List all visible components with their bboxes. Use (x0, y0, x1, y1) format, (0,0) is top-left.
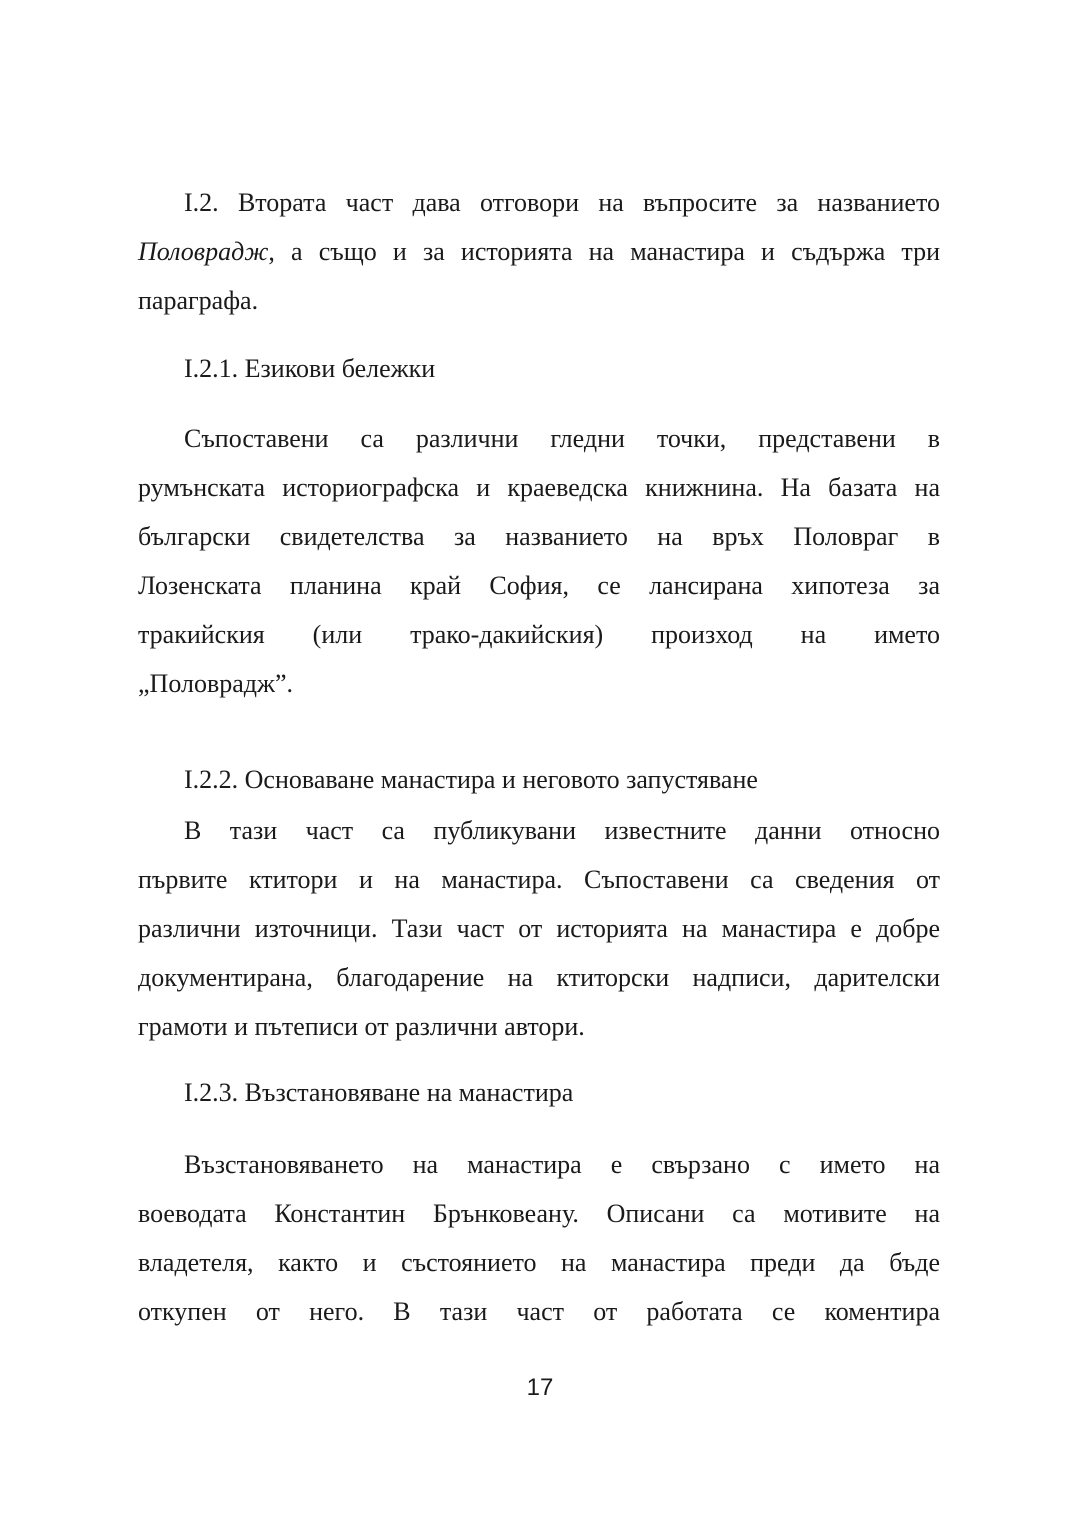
section-3-line: Възстановяването на манастира е свързано с името на (184, 1150, 940, 1179)
section-2-line: В тази част са публикувани известните данни относно (184, 816, 940, 845)
section-2-line: документирана, благодарение на ктиторски надписи, дарителски (138, 963, 940, 992)
section-3-paragraph (138, 1140, 940, 1336)
section-1-line: Съпоставени са различни гледни точки, представени в (184, 424, 940, 453)
page-number: 17 (526, 1374, 554, 1401)
intro-line-2-rest: , а също и за историята на манастира и съдържа три (268, 237, 940, 266)
intro-line-1: I.2. Втората част дава отговори на въпросите за названието (184, 188, 940, 217)
section-1-line: български свидетелства за названието на връх Половраг в (138, 522, 940, 551)
section-1-line: тракийския (или трако-дакийския) произход на името (138, 620, 940, 649)
section-3-line: владетеля, както и състоянието на манастира преди да бъде (138, 1248, 940, 1277)
section-heading-2: I.2.2. Основаване манастира и неговото запустяване (184, 765, 758, 794)
intro-italic-term: Половрадж (138, 237, 269, 266)
section-1-line: „Половрадж”. (138, 669, 293, 698)
section-2-line: първите ктитори и на манастира. Съпоставени са сведения от (138, 865, 940, 894)
intro-line-2 (138, 227, 940, 276)
section-2-paragraph (138, 806, 940, 1051)
intro-line-3: параграфа. (138, 286, 259, 315)
section-1-line: Лозенската планина край София, се лансирана хипотеза за (138, 571, 940, 600)
section-1-line: румънската историографска и краеведска книжнина. На базата на (138, 473, 940, 502)
section-3-line: откупен от него. В тази част от работата се коментира (138, 1297, 940, 1326)
section-3-line: воеводата Константин Брънковеану. Описани са мотивите на (138, 1199, 940, 1228)
section-1-paragraph (138, 414, 940, 708)
section-heading-3: I.2.3. Възстановяване на манастира (184, 1078, 574, 1107)
section-2-line: различни източници. Тази част от историята на манастира е добре (138, 914, 940, 943)
intro-paragraph (138, 178, 940, 325)
section-2-line: грамоти и пътеписи от различни автори. (138, 1012, 585, 1041)
section-heading-1: I.2.1. Езикови бележки (184, 354, 436, 383)
